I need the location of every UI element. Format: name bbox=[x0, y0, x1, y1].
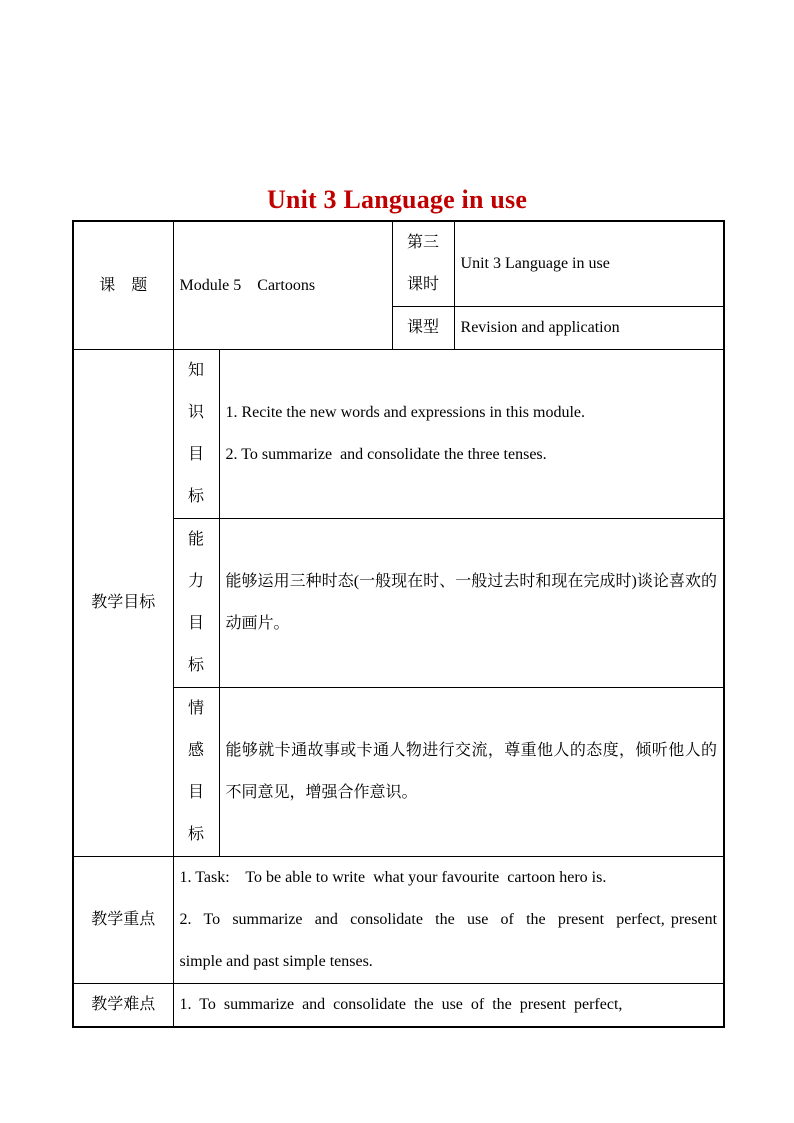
objectives-label: 教学目标 bbox=[91, 594, 156, 611]
lesson-label-cell bbox=[392, 221, 454, 307]
ability-label-char: 能 bbox=[187, 531, 204, 548]
knowledge-content-cell bbox=[219, 350, 724, 519]
emotion-label-cell bbox=[173, 688, 219, 857]
knowledge-label-char: 标 bbox=[187, 488, 204, 505]
emotion-label-char: 目 bbox=[187, 784, 204, 801]
lesson-value-cell bbox=[454, 221, 724, 307]
emotion-label-char: 标 bbox=[187, 826, 204, 843]
emotion-label-char: 情 bbox=[187, 700, 204, 717]
knowledge-label-char: 目 bbox=[187, 446, 204, 463]
knowledge-label-cell bbox=[173, 350, 219, 519]
difficulty-line: 1. To summarize and consolidate the use of the present perfect, bbox=[179, 996, 623, 1013]
emotion-label-char: 感 bbox=[187, 742, 204, 759]
key-points-label-cell bbox=[73, 857, 173, 984]
key-points-content-cell bbox=[173, 857, 724, 984]
knowledge-label-char: 识 bbox=[187, 404, 204, 421]
ability-content-cell bbox=[219, 519, 724, 688]
type-label: 课型 bbox=[407, 319, 440, 336]
document-title: Unit 3 Language in use bbox=[266, 185, 528, 214]
key-point-line: 2. To summarize and consolidate the use of the present perfect, present simple and past simple tenses. bbox=[179, 911, 722, 970]
emotion-text: 能够就卡通故事或卡通人物进行交流，尊重他人的态度，倾听他人的不同意见，增强合作意识。 bbox=[225, 742, 718, 801]
ability-label-char: 力 bbox=[187, 573, 204, 590]
ability-label-char: 目 bbox=[187, 615, 204, 632]
knowledge-label-char: 知 bbox=[187, 362, 204, 379]
knowledge-line: 2. To summarize and consolidate the three tenses. bbox=[225, 446, 547, 463]
ability-text: 能够运用三种时态(一般现在时、一般过去时和现在完成时)谈论喜欢的动画片。 bbox=[225, 573, 718, 632]
lesson-label-line2: 课时 bbox=[407, 276, 440, 293]
lesson-plan-table bbox=[72, 220, 725, 1028]
module-cell bbox=[173, 221, 392, 350]
objective-row-knowledge bbox=[73, 350, 724, 519]
key-points-label: 教学重点 bbox=[91, 911, 156, 928]
ability-label-cell bbox=[173, 519, 219, 688]
difficulties-row bbox=[73, 984, 724, 1028]
course-label: 课 题 bbox=[99, 276, 148, 294]
key-points-row bbox=[73, 857, 724, 984]
module-title: Module 5 Cartoons bbox=[179, 276, 316, 294]
type-value-cell bbox=[454, 307, 724, 350]
knowledge-line: 1. Recite the new words and expressions in this module. bbox=[225, 404, 585, 421]
lesson-label-line1: 第三 bbox=[407, 234, 440, 251]
difficulties-content-cell bbox=[173, 984, 724, 1028]
emotion-content-cell bbox=[219, 688, 724, 857]
difficulties-label-cell bbox=[73, 984, 173, 1028]
lesson-value: Unit 3 Language in use bbox=[460, 255, 610, 272]
objectives-label-cell bbox=[73, 350, 173, 857]
type-label-cell bbox=[392, 307, 454, 350]
difficulties-label: 教学难点 bbox=[91, 996, 156, 1013]
ability-label-char: 标 bbox=[187, 657, 204, 674]
type-value: Revision and application bbox=[460, 319, 620, 336]
course-label-cell bbox=[73, 221, 173, 350]
key-point-line: 1. Task: To be able to write what your favourite cartoon hero is. bbox=[179, 869, 607, 886]
header-row-lesson bbox=[73, 221, 724, 307]
